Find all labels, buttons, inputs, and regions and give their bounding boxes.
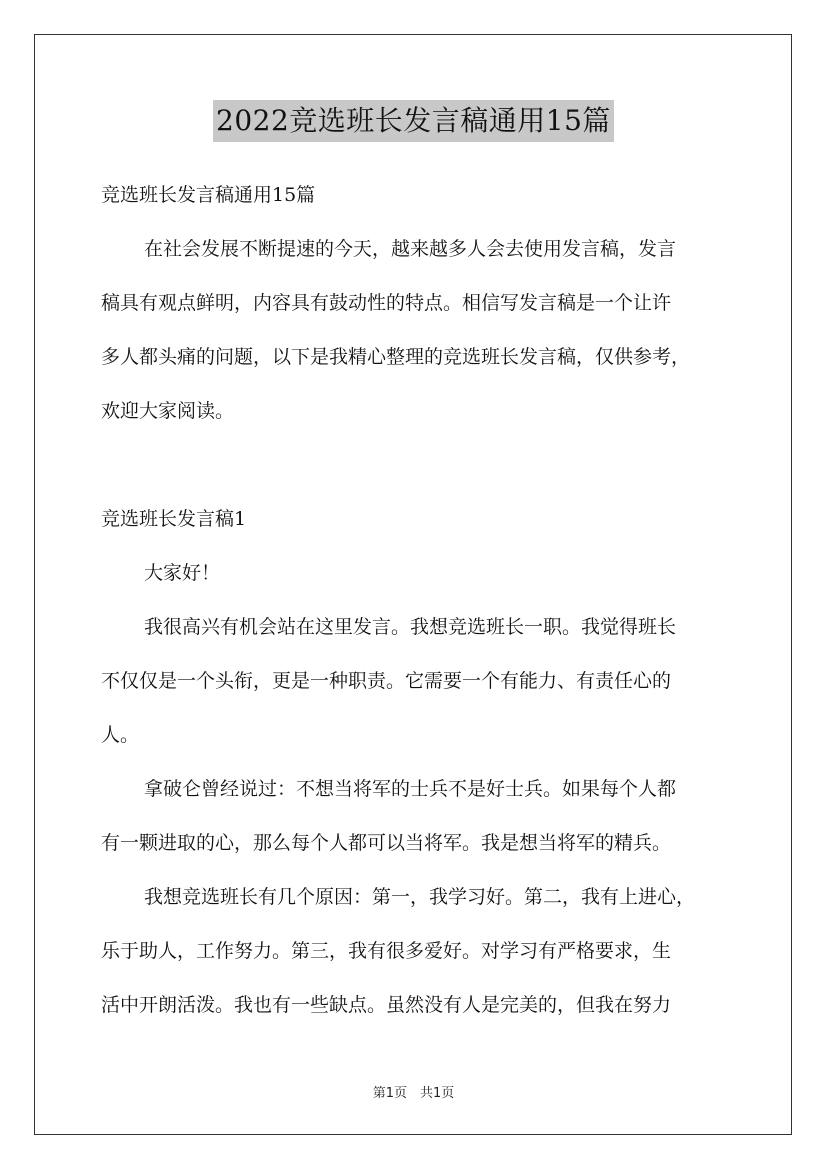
page-number-footer: 第1页 共1页: [372, 1086, 455, 1101]
paragraph-line: 活中开朗活泼。我也有一些缺点。虽然没有人是完美的，但我在努力: [101, 994, 672, 1016]
paragraph-line: 乐于助人，工作努力。第三，我有很多爱好。对学习有严格要求，生: [101, 940, 672, 962]
section-heading: 竞选班长发言稿1: [101, 508, 247, 530]
paragraph-line: 有一颗进取的心，那么每个人都可以当将军。我是想当将军的精兵。: [101, 832, 672, 854]
title-container: [0, 100, 827, 142]
paragraph-line: 不仅仅是一个头衔，更是一种职责。它需要一个有能力、有责任心的: [101, 670, 672, 692]
paragraph-line: 拿破仑曾经说过：不想当将军的士兵不是好士兵。如果每个人都: [144, 778, 677, 800]
document-title: 2022竞选班长发言稿通用15篇: [213, 100, 614, 142]
intro-line: 欢迎大家阅读。: [101, 400, 235, 422]
document-subtitle: 竞选班长发言稿通用15篇: [101, 184, 316, 206]
intro-line: 多人都头痛的问题，以下是我精心整理的竞选班长发言稿，仅供参考，: [101, 346, 691, 368]
intro-line: 在社会发展不断提速的今天，越来越多人会去使用发言稿，发言: [144, 238, 677, 260]
greeting: 大家好！: [144, 562, 221, 584]
document-body: [101, 173, 741, 1037]
paragraph-line: 人。: [101, 724, 140, 746]
paragraph-line: 我很高兴有机会站在这里发言。我想竞选班长一职。我觉得班长: [144, 616, 677, 638]
paragraph-line: 我想竞选班长有几个原因：第一，我学习好。第二，我有上进心，: [144, 886, 696, 908]
paragraph-gap: [101, 443, 741, 497]
intro-line: 稿具有观点鲜明，内容具有鼓动性的特点。相信写发言稿是一个让许: [101, 292, 672, 314]
